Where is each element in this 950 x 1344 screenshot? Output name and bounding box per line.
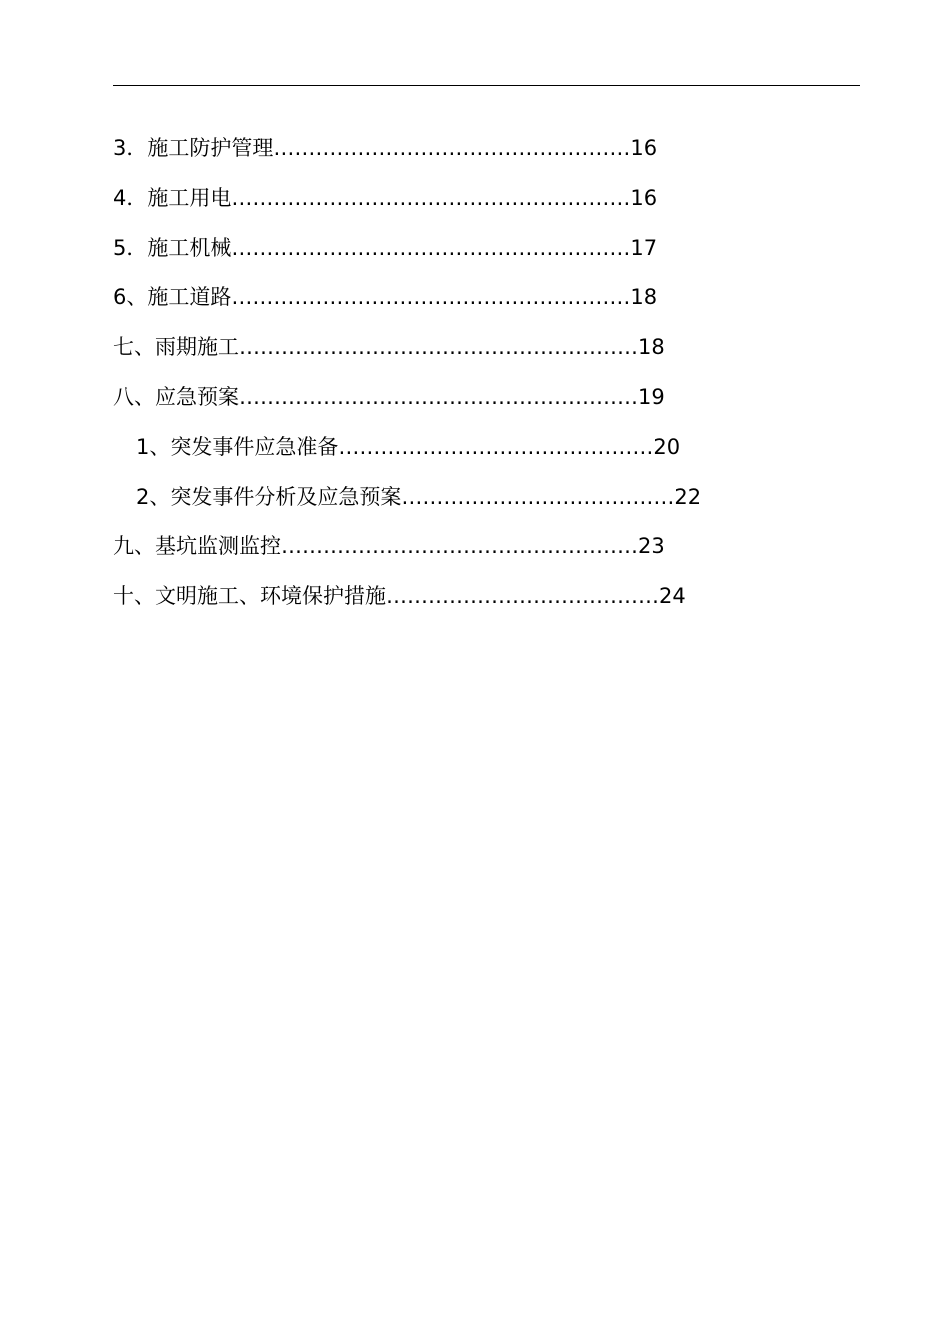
toc-entry-page: 16	[630, 136, 658, 160]
toc-entry-page: 18	[630, 285, 658, 310]
toc-entry-page: 20	[653, 434, 681, 459]
toc-entry-title: 八、应急预案	[113, 384, 239, 409]
toc-entry-title: 5．施工机械	[113, 235, 232, 260]
toc-entry-title: 2、突发事件分析及应急预案	[136, 484, 402, 509]
toc-entry[interactable]	[113, 428, 860, 478]
toc-entry-leader: ………………………………………	[338, 434, 654, 459]
toc-entry[interactable]	[113, 328, 860, 378]
toc-entry-leader: ……………………………………………	[281, 534, 638, 559]
toc-entry-title: 4．施工用电	[113, 185, 232, 210]
toc-entry-leader: …………………………………	[401, 484, 675, 509]
toc-entry-page: 18	[638, 335, 665, 360]
toc-entry[interactable]	[113, 229, 860, 279]
toc-entry-leader: …………………………………………………	[231, 185, 631, 210]
toc-entry-leader: ……………………………………………	[273, 136, 631, 160]
toc-entry-leader: …………………………………………………	[239, 335, 638, 360]
toc-entry[interactable]	[113, 527, 860, 577]
toc-entry[interactable]	[113, 378, 860, 428]
toc-entry-page: 22	[674, 484, 702, 509]
toc-entry-page: 19	[638, 384, 665, 409]
toc-entry[interactable]	[113, 129, 860, 179]
toc-entry-leader: …………………………………………………	[231, 285, 631, 310]
toc-entry[interactable]	[113, 278, 860, 328]
toc-entry-page: 16	[630, 185, 658, 210]
toc-entry-page: 17	[630, 235, 658, 260]
toc-entry-title: 6、施工道路	[113, 285, 232, 310]
toc-entry-title: 1、突发事件应急准备	[136, 434, 339, 459]
toc-entry-title: 七、雨期施工	[113, 335, 239, 360]
toc-entry-leader: …………………………………	[386, 584, 659, 609]
toc-entry[interactable]	[113, 478, 860, 528]
toc-entry[interactable]	[113, 179, 860, 229]
toc-entry-page: 24	[659, 584, 686, 609]
toc-entry-title: 十、文明施工、环境保护措施	[113, 584, 386, 609]
toc-entry-title: 九、基坑监测监控	[113, 534, 281, 559]
toc-entry[interactable]	[113, 577, 860, 627]
toc-entry-leader: …………………………………………………	[231, 235, 631, 260]
toc-entry-leader: …………………………………………………	[239, 384, 638, 409]
table-of-contents	[113, 129, 860, 627]
toc-entry-page: 23	[638, 534, 665, 559]
toc-entry-title: 3．施工防护管理	[113, 136, 274, 160]
header-rule	[113, 85, 860, 86]
